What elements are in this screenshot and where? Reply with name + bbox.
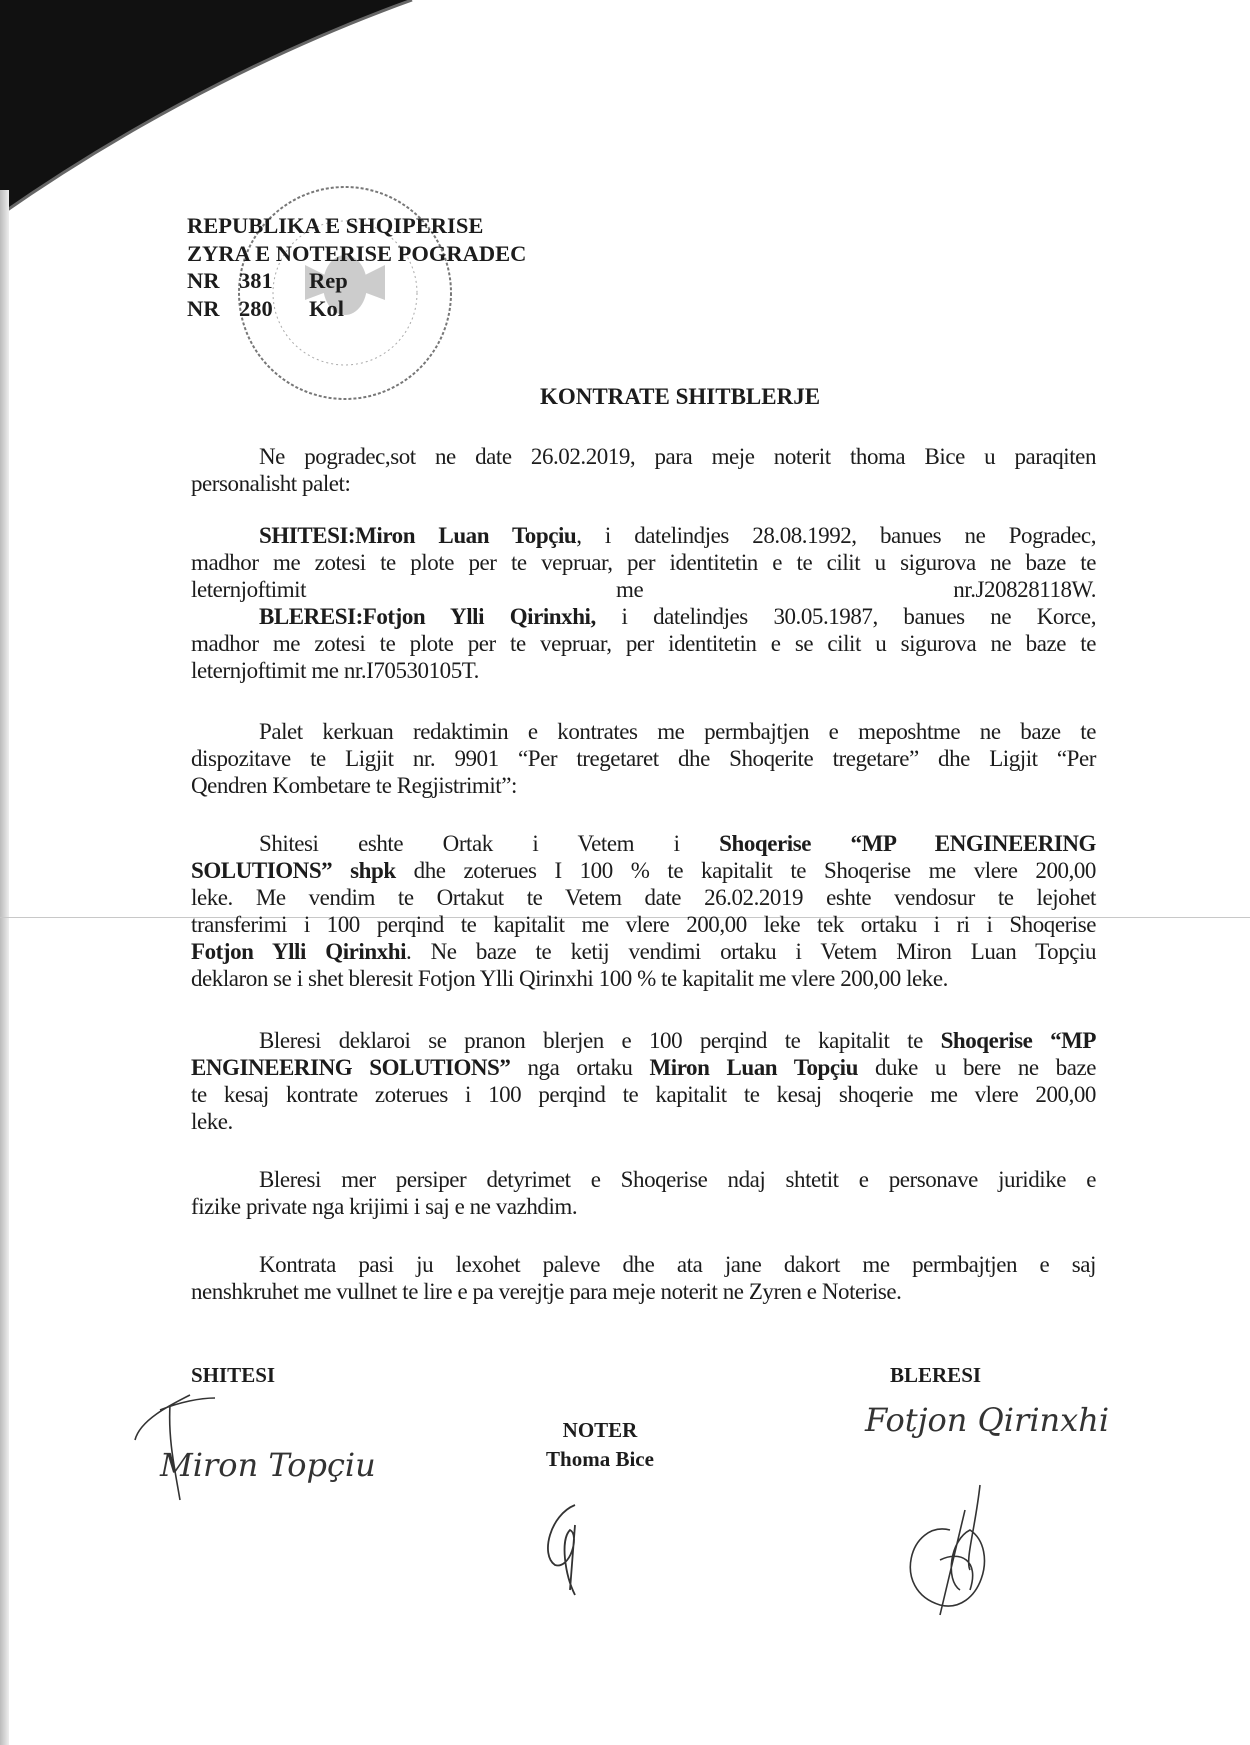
text-line [191,1166,1096,1193]
text-line [191,603,1096,630]
text-line [191,1027,1096,1054]
text-line [191,470,1096,497]
notary-label: NOTER [562,1418,638,1442]
intro-paragraph [191,443,1096,497]
notary-signature [530,1495,610,1605]
kol-number: 280 [239,295,273,321]
bold-text-run: SHITESI:Miron Luan Topçiu [259,523,577,548]
text-line [191,549,1096,576]
text-run: . Ne baze te ketij vendimi ortaku i Vetem Miron Luan Topçiu [406,939,1096,964]
text-line [191,857,1096,884]
bold-text-run: Shoqerise “MP ENGINEERING [719,831,1096,856]
parties-paragraph [191,522,1096,684]
text-run: Ne pogradec,sot ne date 26.02.2019, para meje noterit thoma Bice u paraqiten [259,444,1096,469]
text-line [191,938,1096,965]
text-line [191,745,1096,772]
seller-declaration-paragraph [191,830,1096,992]
text-run: madhor me zotesi te plote per te vepruar, per identitetin e te cilit u sigurova ne baze te [191,550,1096,575]
notary-name: Thoma Bice [546,1447,654,1471]
text-run: dispozitave te Ligjit nr. 9901 “Per tregetaret dhe Shoqerite tregetare” dhe Ligjit “Per [191,746,1096,771]
text-line [191,443,1096,470]
text-run: Shitesi eshte Ortak i Vetem i [259,831,720,856]
bold-text-run: Miron Luan Topçiu [649,1055,858,1080]
text-run: i datelindjes 30.05.1987, banues ne Korce, [595,604,1096,629]
nr-label: NR [187,295,220,321]
text-run: madhor me zotesi te plote per te vepruar, per identitetin e se cilit u sigurova ne baze te [191,631,1096,656]
bold-text-run: ENGINEERING SOLUTIONS” [191,1055,511,1080]
text-line [191,1054,1096,1081]
header-office: ZYRA E NOTERISE POGRADEC [187,240,527,266]
text-line [191,911,1096,938]
text-line [191,830,1096,857]
seller-signature-flourish [120,1390,220,1510]
text-line [191,522,1096,549]
text-line [191,630,1096,657]
request-paragraph [191,718,1096,799]
obligations-paragraph [191,1166,1096,1220]
text-run: Palet kerkuan redaktimin e kontrates me permbajtjen e meposhtme ne baze te [259,719,1096,744]
text-line [191,1251,1096,1278]
text-run: Qendren Kombetare te Regjistrimit”: [191,773,517,798]
text-run: leke. Me vendim te Ortakut te Vetem date 26.02.2019 eshte vendosur te lejohet [191,885,1096,910]
text-line [191,1278,1096,1305]
seller-signature-text: Miron Topçiu [160,1446,376,1484]
buyer-signature-text: Fotjon Qirinxhi [865,1401,1110,1439]
rep-number-row [187,267,526,295]
text-run: dhe zoterues I 100 % te kapitalit te Shoqerise me vlere 200,00 [395,858,1096,883]
text-run: te kesaj kontrate zoterues i 100 perqind te kapitalit te kesaj shoqerie me vlere 200,00 [191,1082,1096,1107]
text-line [191,657,1096,684]
text-line [191,1108,1096,1135]
rep-number: 381 [239,268,273,293]
text-run: fizike private nga krijimi i saj e ne vazhdim. [191,1194,578,1219]
buyer-declaration-paragraph [191,1027,1096,1135]
header-republic: REPUBLIKA E SHQIPERISE [187,213,484,238]
document-header [187,212,526,322]
text-run: Kontrata pasi ju lexohet paleve dhe ata jane dakort me permbajtjen e saj [259,1252,1096,1277]
bold-text-run: Fotjon Ylli Qirinxhi [191,939,407,964]
text-line [191,1193,1096,1220]
text-run: , i datelindjes 28.08.1992, banues ne Pogradec, [576,523,1096,548]
kol-label: Kol [309,295,345,321]
text-run: leke. [191,1109,233,1134]
text-run: Bleresi deklaroi se pranon blerjen e 100 perqind te kapitalit te [259,1028,941,1053]
nr-label: NR [187,268,220,293]
bold-text-run: SOLUTIONS” shpk [191,858,396,883]
text-run: Bleresi mer persiper detyrimet e Shoqerise ndaj shtetit e personave juridike e [259,1167,1096,1192]
kol-number-row [187,295,526,323]
text-line [191,576,1096,603]
scan-edge [0,190,9,1745]
text-run: duke u bere ne baze [857,1055,1096,1080]
buyer-signature-flourish [850,1470,1050,1620]
rep-label: Rep [309,268,348,293]
text-run: personalisht palet: [191,471,351,496]
text-run: nenshkruhet me vullnet te lire e pa verejtje para meje noterit ne Zyren e Noterise. [191,1279,902,1304]
text-run: leternjoftimit me nr.J20828118W. [191,577,1096,602]
text-run: deklaron se i shet bleresit Fotjon Ylli Qirinxhi 100 % te kapitalit me vlere 200,00 leke. [191,966,948,991]
text-line [191,1081,1096,1108]
text-line [191,772,1096,799]
text-line [191,718,1096,745]
closing-paragraph [191,1251,1096,1305]
text-line [191,965,1096,992]
document-title: KONTRATE SHITBLERJE [539,384,821,409]
bold-text-run: BLERESI:Fotjon Ylli Qirinxhi, [259,604,596,629]
text-run: transferimi i 100 perqind te kapitalit me vlere 200,00 leke tek ortaku i ri i Shoqerise [191,912,1096,937]
bold-text-run: Shoqerise “MP [940,1028,1097,1053]
text-run: leternjoftimit me nr.I70530105T. [191,658,479,683]
text-line [191,884,1096,911]
seller-label: SHITESI [191,1363,276,1387]
text-run: nga ortaku [510,1055,650,1080]
buyer-label: BLERESI [890,1363,982,1387]
